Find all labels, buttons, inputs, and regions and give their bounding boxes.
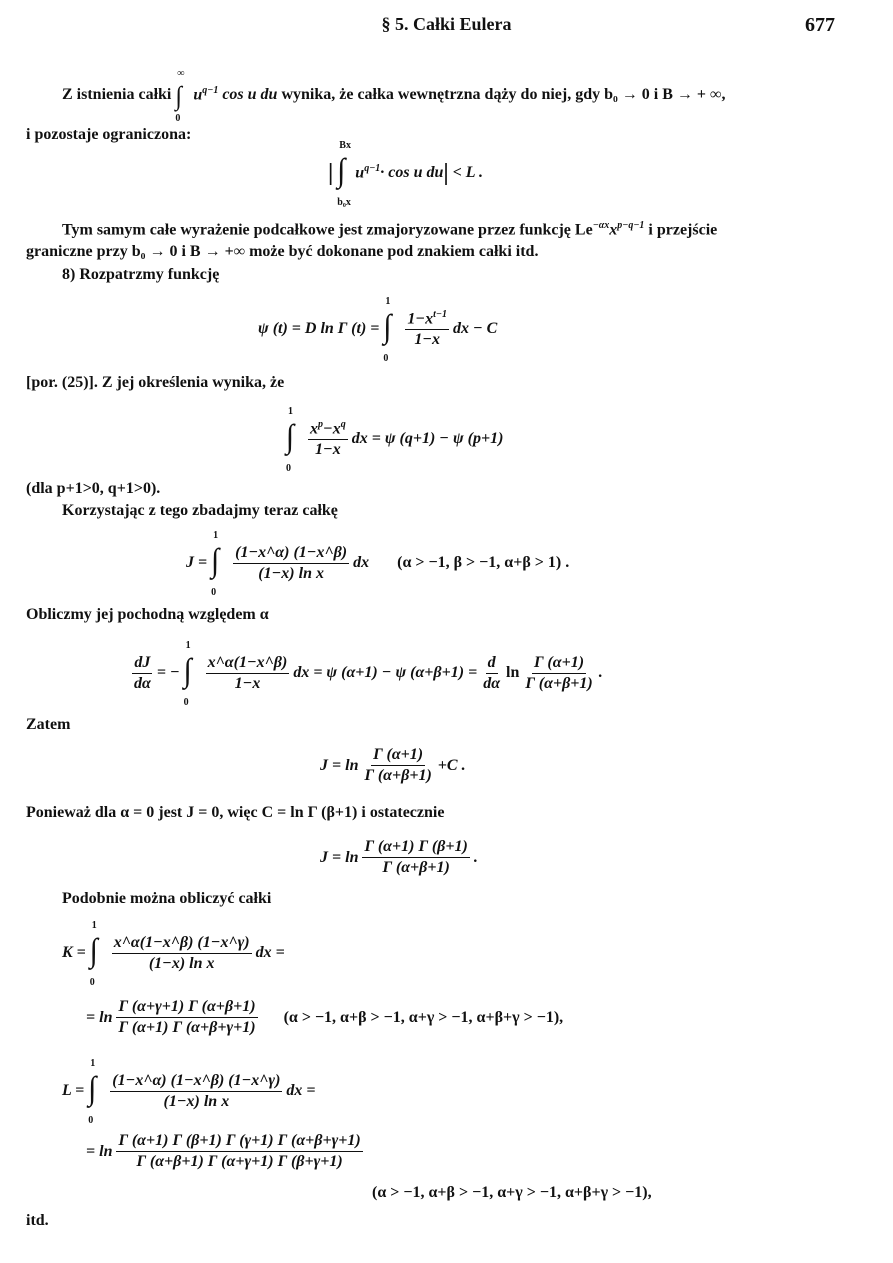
integral-sign: ∫ ∞ 0 [175,68,185,124]
integral-sign: ∫ Bx b₀x [337,140,351,208]
K-result-equation: = ln $\frac{\Gamma (\alpha+\gamma+1) \Gamma (\alpha+\beta+1)}{\Gamma (\alpha+1) \Gamma (\alpha+\beta+\gamma+1)}$ (α > −1, α+β > −1, α+γ > −1, α+β+γ > −1), [86,998,564,1036]
integrand: $u^{q-1}$ [193,85,219,104]
J-with-constant-equation: J = ln $\frac{\Gamma (\alpha+1)}{\Gamma (\alpha+\beta+1)}$ +C . [320,746,466,784]
page-number: 677 [805,14,835,36]
paragraph-10: Podobnie można obliczyć całki [62,890,272,907]
integral-sign: ∫ 1 0 [211,530,220,598]
paragraph-1 [62,68,726,124]
J-definition-equation: J = ∫ 1 0 $\frac{(1-x\^{}\alpha) (1-x\^{}\beta)}{\text{(1−x) ln x}}$ dx (α > −1, β > −1, α+β > 1) . [186,530,570,598]
L-integral-equation: L = ∫ 1 0 $\frac{(1-x\^{}\alpha) (1-x\^{}\beta) (1-x\^{}\gamma)}{\text{(1−x) ln x}}$ dx = [62,1058,316,1126]
L-conditions: (α > −1, α+β > −1, α+γ > −1, α+β+γ > −1), [372,1184,652,1201]
integral-sign: ∫ 1 0 [89,920,99,988]
integral-sign: ∫ 1 0 [183,640,192,708]
text: cos u du [222,86,278,103]
pq-equation: ∫ 1 0 $\frac{x^p-x^q}{1-x}$ dx = ψ (q+1) − ψ (p+1) [286,406,504,474]
fraction: $\frac{x^p-x^q}{1-x}$ [310,418,346,459]
inequality-equation: | ∫ Bx b₀x $u^{q-1}$ · cos u du | < L . [328,140,483,208]
psi-equation: ψ (t) = D ln Γ (t) = ∫ 1 0 $\frac{1-x^{t-1}}{1-x}$ dx − C [258,296,498,364]
text: Z istnienia całki [62,86,172,103]
L-result-equation: = ln $\frac{\Gamma (\alpha+1) \Gamma (\beta+1) \Gamma (\gamma+1) \Gamma (\alpha+\beta+\gamma+1)}{\Gamma (\alpha+\beta+1) \Gamma (\alpha+\gamma+1) \Gamma (\beta+\gamma+1)}$ [86,1132,361,1170]
integral-sign: ∫ 1 0 [286,406,295,474]
derivative-equation: $\frac{dJ}{d\alpha}$ = − ∫ 1 0 $\frac{x\^{}\alpha(1-x\^{}\beta)}{1-x}$ dx = ψ (α+1) − ψ (α+β+1) = $\frac{d}{d\alpha}$ ln $\frac{\Gamma (\alpha+1)}{\Gamma (\alpha+\beta+1)}$ . [134,640,603,708]
paragraph-1-line-2: i pozostaje ograniczona: [26,126,192,143]
paragraph-3: 8) Rozpatrzmy funkcję [62,266,220,283]
paragraph-5: (dla p+1>0, q+1>0). [26,480,161,497]
K-integral-equation: K = ∫ 1 0 $\frac{x\^{}\alpha(1-x\^{}\beta) (1-x\^{}\gamma)}{\text{(1−x) ln x}}$ dx = [62,920,285,988]
integral-sign: ∫ 1 0 [383,296,392,364]
paragraph-2-line-2: graniczne przy b₀ → 0 i B → +∞ może być dokonane pod znakiem całki itd. [26,243,539,260]
fraction: $\frac{(1-x\^{}\alpha) (1-x\^{}\beta)}{\text{(1−x) ln x}}$ [235,543,348,582]
paragraph-4: [por. (25)]. Z jej określenia wynika, że [26,374,285,391]
paragraph-7: Obliczmy jej pochodną względem α [26,606,269,623]
text: wynika, że całka wewnętrzna dąży do niej, gdy b₀ → 0 i B → + ∞, [281,86,726,103]
integral-sign: ∫ 1 0 [88,1058,97,1126]
paragraph-8: Zatem [26,716,71,733]
paragraph-11: itd. [26,1212,49,1229]
paragraph-2-line-1: Tym samym całe wyrażenie podcałkowe jest zmajoryzowane przez funkcję $Le^{-\alpha x}x^{p-q-1}$ i przejście [62,220,718,239]
section-header: § 5. Całki Eulera [381,14,512,34]
paragraph-6: Korzystając z tego zbadajmy teraz całkę [62,502,338,519]
paragraph-9: Ponieważ dla α = 0 jest J = 0, więc C = ln Γ (β+1) i ostatecznie [26,804,445,821]
fraction: $\frac{1-x^{t-1}}{1-x}$ [407,308,447,349]
J-final-equation: J = ln $\frac{\Gamma (\alpha+1) \Gamma (\beta+1)}{\Gamma (\alpha+\beta+1)}$ . [320,838,478,876]
